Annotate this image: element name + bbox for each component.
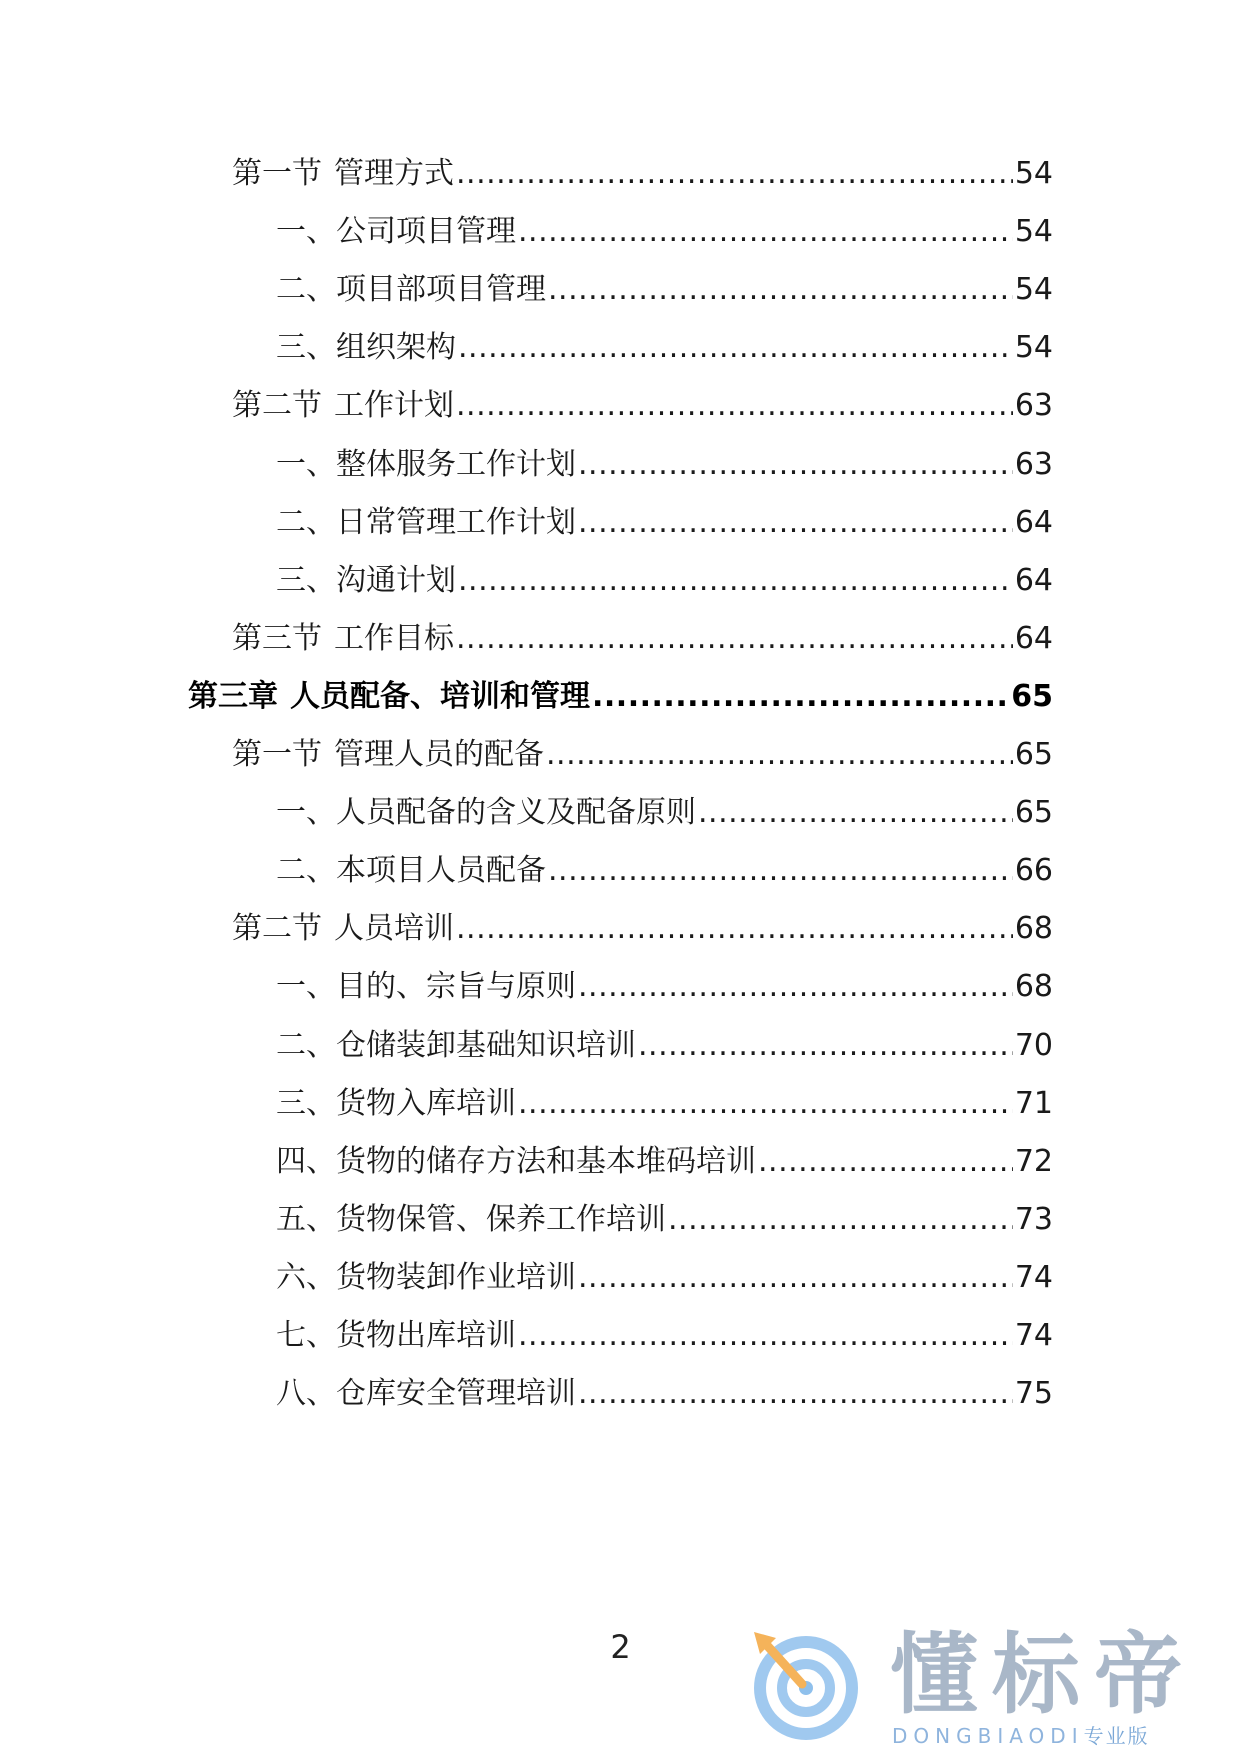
toc-leader-dots — [578, 1374, 1013, 1414]
toc-entry-number: 第二节 — [232, 911, 322, 947]
toc-entry-text: 组织架构 — [336, 330, 456, 366]
toc-leader-dots — [456, 386, 1013, 426]
toc-entry-title — [188, 677, 590, 717]
toc-entry-number: 第一节 — [232, 156, 322, 191]
toc-leader-dots — [518, 212, 1013, 252]
toc-entry-text: 人员培训 — [334, 911, 454, 947]
toc-entry-page: 54 — [1014, 272, 1053, 308]
toc-entry[interactable] — [276, 1374, 1053, 1414]
toc-entry[interactable] — [276, 503, 1053, 543]
toc-entry[interactable] — [276, 1084, 1053, 1124]
toc-leader-dots — [456, 909, 1013, 949]
toc-entry-number: 二、 — [276, 1027, 336, 1063]
toc-entry-text: 人员配备、培训和管理 — [290, 678, 590, 714]
toc-entry-text: 货物入库培训 — [336, 1085, 516, 1121]
toc-entry-text: 货物保管、保养工作培训 — [336, 1201, 666, 1237]
toc-entry-text: 整体服务工作计划 — [336, 446, 576, 482]
toc-entry[interactable] — [276, 1200, 1053, 1240]
toc-leader-dots — [578, 503, 1013, 543]
toc-leader-dots — [548, 851, 1013, 891]
toc-leader-dots — [458, 328, 1013, 368]
toc-entry-number: 五、 — [276, 1201, 336, 1237]
toc-leader-dots — [698, 793, 1013, 833]
toc-entry-page: 54 — [1014, 156, 1053, 191]
toc-entry-number: 二、 — [276, 853, 336, 889]
toc-entry-text: 货物的储存方法和基本堆码培训 — [336, 1143, 756, 1179]
toc-entry-number: 一、 — [276, 214, 336, 250]
toc-entry-title — [232, 154, 454, 194]
toc-entry-page: 73 — [1014, 1201, 1053, 1237]
toc-leader-dots — [578, 1258, 1013, 1298]
toc-entry-title — [276, 967, 576, 1007]
toc-entry[interactable] — [276, 1142, 1053, 1182]
toc-leader-dots — [456, 619, 1013, 659]
toc-entry-number: 三、 — [276, 562, 336, 598]
toc-entry-title — [276, 503, 576, 543]
toc-entry[interactable] — [232, 154, 1053, 194]
toc-entry-text: 仓库安全管理培训 — [336, 1376, 576, 1412]
toc-entry-title — [276, 445, 576, 485]
toc-entry-text: 管理人员的配备 — [334, 737, 544, 772]
toc-entry-title — [276, 1084, 516, 1124]
toc-entry-number: 第三节 — [232, 620, 322, 656]
toc-entry-page: 66 — [1014, 853, 1053, 889]
toc-entry-title — [232, 909, 454, 949]
toc-entry-number: 二、 — [276, 272, 336, 308]
toc-entry[interactable] — [232, 909, 1053, 949]
toc-entry-title — [276, 212, 516, 252]
toc-entry[interactable] — [276, 967, 1053, 1007]
toc-entry-page: 54 — [1014, 214, 1053, 250]
toc-entry-text: 项目部项目管理 — [336, 272, 546, 308]
toc-entry-page: 71 — [1014, 1085, 1053, 1121]
toc-entry-page: 75 — [1014, 1376, 1053, 1412]
toc-entry-text: 沟通计划 — [336, 562, 456, 598]
toc-entry[interactable] — [232, 735, 1053, 775]
toc-leader-dots — [758, 1142, 1013, 1182]
toc-entry-number: 二、 — [276, 504, 336, 540]
toc-entry-text: 日常管理工作计划 — [336, 504, 576, 540]
toc-entry-text: 本项目人员配备 — [336, 853, 546, 889]
toc-leader-dots — [592, 677, 1009, 717]
toc-leader-dots — [578, 967, 1013, 1007]
toc-entry-text: 人员配备的含义及配备原则 — [336, 795, 696, 831]
toc-entry-page: 54 — [1014, 330, 1053, 366]
toc-entry-page: 64 — [1014, 504, 1053, 540]
toc-entry-title — [232, 735, 544, 775]
toc-leader-dots — [456, 154, 1013, 194]
toc-entry-title — [232, 619, 454, 659]
toc-entry[interactable] — [276, 1316, 1053, 1356]
toc-entry-page: 70 — [1014, 1027, 1053, 1063]
toc-entry-page: 63 — [1014, 446, 1053, 482]
toc-entry-text: 公司项目管理 — [336, 214, 516, 250]
toc-leader-dots — [518, 1316, 1013, 1356]
toc-entry-title — [276, 1316, 516, 1356]
toc-leader-dots — [668, 1200, 1013, 1240]
toc-entry-text: 管理方式 — [334, 156, 454, 191]
toc-entry-title — [276, 270, 546, 310]
toc-leader-dots — [546, 735, 1013, 775]
toc-entry[interactable] — [276, 561, 1053, 601]
toc-entry-number: 第二节 — [232, 388, 322, 424]
toc-entry-page: 64 — [1014, 562, 1053, 598]
toc-entry-title — [276, 1026, 636, 1066]
toc-entry-number: 一、 — [276, 969, 336, 1005]
toc-entry-page: 68 — [1014, 969, 1053, 1005]
toc-entry-text: 工作计划 — [334, 388, 454, 424]
toc-entry[interactable] — [232, 619, 1053, 659]
toc-leader-dots — [578, 445, 1013, 485]
toc-entry-text: 货物装卸作业培训 — [336, 1259, 576, 1295]
toc-entry-text: 仓储装卸基础知识培训 — [336, 1027, 636, 1063]
toc-entry-title — [276, 1142, 756, 1182]
toc-entry-text: 目的、宗旨与原则 — [336, 969, 576, 1005]
toc-entry-title — [276, 328, 456, 368]
toc-entry[interactable] — [276, 1026, 1053, 1066]
toc-entry-title — [276, 793, 696, 833]
toc-entry-title — [276, 1258, 576, 1298]
toc-entry-number: 三、 — [276, 330, 336, 366]
toc-entry-number: 四、 — [276, 1143, 336, 1179]
toc-leader-dots — [638, 1026, 1013, 1066]
toc-leader-dots — [458, 561, 1013, 601]
toc-entry[interactable] — [276, 1258, 1053, 1298]
toc-entry-title — [276, 1200, 666, 1240]
toc-entry[interactable] — [188, 677, 1053, 717]
toc-leader-dots — [548, 270, 1013, 310]
target-arrow-logo-icon — [744, 1624, 864, 1744]
brand-name: 懂标帝 — [890, 1623, 1197, 1726]
toc-entry-title — [276, 1374, 576, 1414]
toc-entry-title — [276, 561, 456, 601]
toc-entry-page: 65 — [1011, 678, 1053, 714]
toc-entry[interactable] — [276, 328, 1053, 368]
toc-entry-page: 74 — [1014, 1318, 1053, 1353]
toc-entry[interactable] — [276, 793, 1053, 833]
toc-entry[interactable] — [276, 212, 1053, 252]
toc-entry-number: 一、 — [276, 795, 336, 831]
toc-entry-number: 第一节 — [232, 737, 322, 772]
toc-entry-page: 74 — [1014, 1259, 1053, 1295]
brand-subtitle — [892, 1720, 1150, 1749]
toc-entry[interactable] — [232, 386, 1053, 426]
toc-entry-number: 第三章 — [188, 678, 278, 714]
toc-entry[interactable] — [276, 445, 1053, 485]
toc-entry[interactable] — [276, 851, 1053, 891]
toc-entry-page: 63 — [1014, 388, 1053, 424]
toc-entry-number: 七、 — [276, 1318, 336, 1353]
brand-subtitle-latin: DONGBIAODI — [892, 1724, 1084, 1748]
brand-watermark — [740, 1620, 1220, 1750]
toc-entry-number: 六、 — [276, 1259, 336, 1295]
toc-entry[interactable] — [276, 270, 1053, 310]
toc-leader-dots — [518, 1084, 1013, 1124]
toc-entry-number: 三、 — [276, 1085, 336, 1121]
page-number: 2 — [610, 1628, 631, 1666]
toc-entry-title — [276, 851, 546, 891]
toc-entry-number: 八、 — [276, 1376, 336, 1412]
toc-entry-text: 货物出库培训 — [336, 1318, 516, 1353]
toc-entry-page: 65 — [1014, 795, 1053, 831]
toc-entry-page: 72 — [1014, 1143, 1053, 1179]
brand-edition: 专业版 — [1083, 1724, 1150, 1748]
toc-entry-page: 68 — [1014, 911, 1053, 947]
toc-entry-text: 工作目标 — [334, 620, 454, 656]
toc-entry-title — [232, 386, 454, 426]
toc-entry-number: 一、 — [276, 446, 336, 482]
toc-entry-page: 64 — [1014, 620, 1053, 656]
toc-entry-page: 65 — [1014, 737, 1053, 772]
